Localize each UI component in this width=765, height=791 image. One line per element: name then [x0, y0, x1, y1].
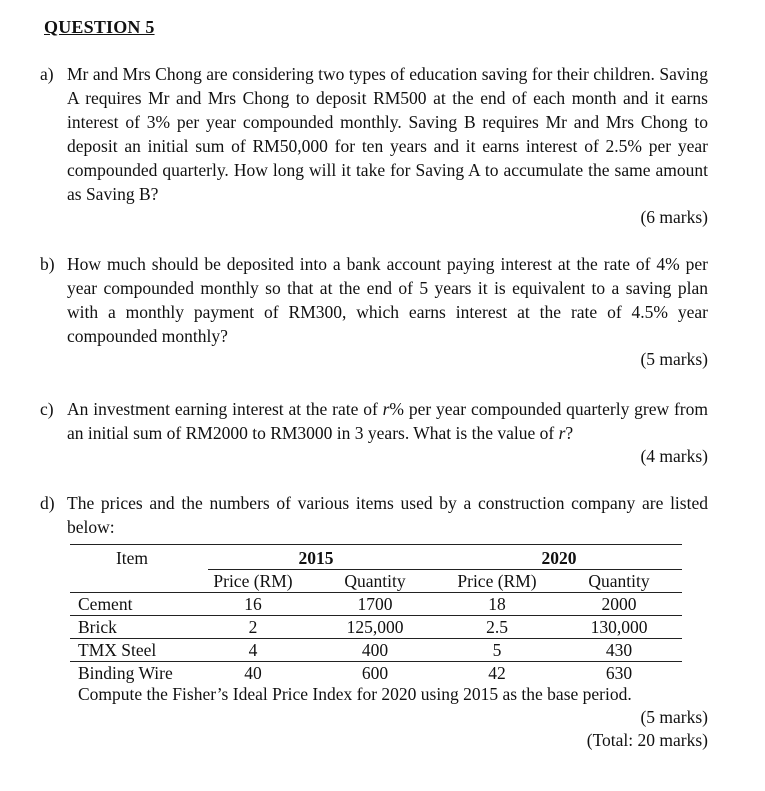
- part-d-compute: Compute the Fisher’s Ideal Price Index for 2020 using 2015 as the base period.: [78, 684, 632, 704]
- row-tmx-item: TMX Steel: [78, 640, 157, 660]
- row-brick-q2: 130,000: [590, 617, 648, 637]
- quantity-2020-header: Quantity: [588, 571, 650, 591]
- row-cement-item: Cement: [78, 594, 133, 614]
- part-d: [40, 491, 708, 541]
- part-c: [40, 397, 708, 447]
- year-2020-header: 2020: [541, 548, 577, 568]
- row-brick-item: Brick: [78, 617, 117, 637]
- row-tmx-p1: 4: [248, 640, 258, 660]
- row-brick-q1: 125,000: [346, 617, 404, 637]
- part-c-marks: (4 marks): [640, 446, 708, 466]
- row-brick-p2: 2.5: [486, 617, 508, 637]
- part-c-text-2: % per year compounded quarterly grew from an initial sum of RM2000 to RM3000 in 3 years. What is the value of: [67, 399, 708, 443]
- row-cement-p2: 18: [488, 594, 506, 614]
- row-wire-q2: 630: [605, 663, 633, 683]
- row-wire-q1: 600: [361, 663, 389, 683]
- row-tmx-q1: 400: [361, 640, 389, 660]
- part-d-text: The prices and the numbers of various items used by a construction company are listed below:: [67, 493, 708, 537]
- part-c-text-3: ?: [565, 423, 574, 443]
- part-b-text: How much should be deposited into a bank account paying interest at the rate of 4% per year compounded monthly so that at the end of 5 years it is equivalent to a saving plan with a monthly payment of RM300, which earns interest at the rate of 4.5% year compounded monthly?: [67, 254, 708, 346]
- question-title: QUESTION 5: [44, 17, 155, 37]
- r-variable: r: [382, 399, 390, 419]
- part-b: [40, 252, 708, 352]
- part-a: [40, 62, 708, 204]
- part-b-marks: (5 marks): [640, 349, 708, 369]
- part-a-label: a): [40, 64, 54, 84]
- row-wire-item: Binding Wire: [78, 663, 173, 683]
- r-variable: r: [558, 423, 566, 443]
- item-header: Item: [115, 548, 149, 568]
- part-c-text-1: An investment earning interest at the rate of: [67, 399, 383, 419]
- row-tmx-p2: 5: [492, 640, 502, 660]
- total-marks: (Total: 20 marks): [586, 730, 708, 750]
- price-2020-header: Price (RM): [457, 571, 537, 591]
- part-d-label: d): [40, 493, 55, 513]
- row-cement-p1: 16: [244, 594, 262, 614]
- table-top-rule: [70, 544, 682, 545]
- part-c-label: c): [40, 399, 54, 419]
- row-cement-q1: 1700: [357, 594, 393, 614]
- part-d-marks: (5 marks): [640, 707, 708, 727]
- row-wire-p1: 40: [244, 663, 262, 683]
- year-2015-header: 2015: [298, 548, 334, 568]
- row-tmx-q2: 430: [605, 640, 633, 660]
- quantity-2015-header: Quantity: [344, 571, 406, 591]
- part-a-marks: (6 marks): [640, 207, 708, 227]
- part-a-text: Mr and Mrs Chong are considering two types of education saving for their children. Saving A requires Mr and Mrs Chong to deposit RM500 at the end of each month and it earns interest of 3% per year compounded monthly. Saving B requires Mr and Mrs Chong to deposit an initial sum of RM50,000 for ten years and it earns interest of 2.5% per year compounded quarterly. How long will it take for Saving A to accumulate the same amount as Saving B?: [67, 64, 708, 204]
- part-c-text: [67, 397, 708, 445]
- row-wire-p2: 42: [488, 663, 506, 683]
- row-brick-p1: 2: [248, 617, 258, 637]
- part-b-label: b): [40, 254, 55, 274]
- row-cement-q2: 2000: [601, 594, 637, 614]
- price-2015-header: Price (RM): [213, 571, 293, 591]
